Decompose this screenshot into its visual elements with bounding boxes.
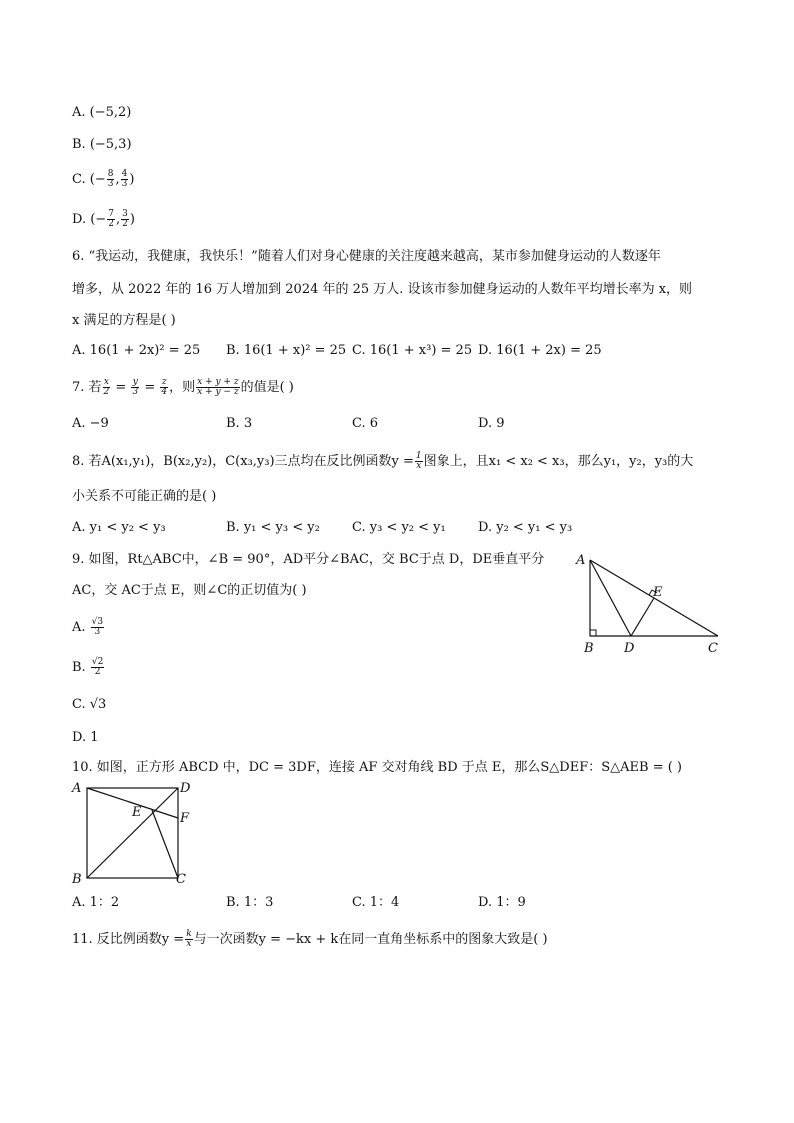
q8-option-a: A. y₁ < y₂ < y₃ (72, 520, 166, 535)
q5-option-b: B. (−5,3) (72, 137, 132, 152)
q6-line-1: 6. “我运动，我健康，我快乐！”随着人们对身心健康的关注度越来越高，某市参加健身运动的人数逐年 (72, 249, 661, 264)
q5-option-c: C. (− $\frac{8}{3}$ , $\frac{4}{3}$ ) (72, 169, 135, 189)
q7-frac-z: $\frac{z}{4}$ (161, 377, 168, 397)
q10-segment-ec (152, 810, 178, 878)
q10-label-e: E (132, 805, 142, 820)
q6-option-a: A. 16(1 + 2x)² = 25 (72, 343, 201, 358)
q7-option-a: A. −9 (72, 416, 109, 431)
q10-option-d: D. 1：9 (478, 895, 526, 910)
q7-frac-x: $\frac{x}{2}$ (103, 377, 110, 397)
q9-label-b: B (584, 641, 594, 656)
q5-d-frac2: $\frac{3}{2}$ (122, 209, 128, 229)
q9-segment-de (631, 598, 654, 636)
q7-option-b: B. 3 (226, 416, 253, 431)
q6-option-b: B. 16(1 + x)² = 25 (226, 343, 347, 358)
q5-option-c-lparen: (− (89, 172, 106, 187)
q8-option-d: D. y₂ < y₁ < y₃ (478, 520, 573, 535)
q7-option-c: C. 6 (352, 416, 379, 431)
q10-diagonal-bd (87, 788, 178, 878)
q5-d-frac1: $\frac{7}{2}$ (108, 209, 114, 229)
q9-option-a: A. $\frac{√3}{3}$ (72, 617, 104, 637)
q9-option-c: C. √3 (72, 697, 107, 712)
q5-c-frac2: $\frac{4}{3}$ (121, 169, 128, 189)
q10-label-d: D (180, 781, 191, 796)
q9-triangle-figure (570, 550, 730, 660)
q6-line-3: x 满足的方程是( ) (72, 313, 176, 328)
q10-label-c: C (176, 872, 186, 887)
q8-line-2: 小关系不可能正确的是( ) (72, 489, 217, 504)
q10-square-figure (66, 778, 206, 888)
q8-option-b: B. y₁ < y₃ < y₂ (226, 520, 320, 535)
q7-frac-big: $\frac{x + y + z}{x + y - z}$ (197, 377, 239, 397)
q10-option-c: C. 1：4 (352, 895, 400, 910)
q5-c-frac1: $\frac{8}{3}$ (107, 169, 114, 189)
q10-label-b: B (72, 872, 82, 887)
q9-b-frac: $\frac{√2}{2}$ (91, 657, 104, 677)
q5-option-d: D. (− $\frac{7}{2}$ , $\frac{3}{2}$ ) (72, 209, 135, 229)
q10-stem: 10. 如图，正方形 ABCD 中，DC = 3DF，连接 AF 交对角线 BD 于点 E，那么S△DEF：S△AEB = ( ) (72, 760, 683, 775)
q6-option-c: C. 16(1 + x³) = 25 (352, 343, 473, 358)
q7-option-d: D. 9 (478, 416, 505, 431)
q9-label-d: D (624, 641, 635, 656)
q9-option-d: D. 1 (72, 730, 99, 745)
q6-line-2: 增多，从 2022 年的 16 万人增加到 2024 年的 25 万人. 设该市参加健身运动的人数年平均增长率为 x，则 (72, 282, 693, 297)
q6-option-d: D. 16(1 + 2x) = 25 (478, 343, 602, 358)
q10-label-f: F (180, 811, 190, 826)
q8-option-c: C. y₃ < y₂ < y₁ (352, 520, 446, 535)
q5-option-d-label: D. (72, 212, 87, 227)
q5-option-c-label: C. (72, 172, 86, 187)
q9-label-c: C (708, 641, 718, 656)
q9-label-e: E (653, 585, 663, 600)
q9-line-1: 9. 如图，Rt△ABC中，∠B = 90°，AD平分∠BAC，交 BC于点 D，DE垂直平分 (72, 552, 545, 567)
q8-line-1: 8. 若A(x₁,y₁)，B(x₂,y₂)，C(x₃,y₃)三点均在反比例函数y = $\frac{1}{x}$ 图象上，且x₁ < x₂ < x₃，那么y₁，y₂，y₃的大 (72, 451, 694, 471)
q5-option-a: A. (−5,2) (72, 105, 132, 120)
q10-label-a: A (72, 781, 82, 796)
q9-a-frac: $\frac{√3}{3}$ (91, 617, 104, 637)
q9-option-b: B. $\frac{√2}{2}$ (72, 657, 104, 677)
q9-line-2: AC，交 AC于点 E，则∠C的正切值为( ) (72, 583, 307, 598)
q10-option-b: B. 1：3 (226, 895, 274, 910)
q11-stem: 11. 反比例函数y = $\frac{k}{x}$ 与一次函数y = −kx + k在同一直角坐标系中的图象大致是( ) (72, 929, 548, 949)
q9-segment-ad (590, 560, 631, 636)
q9-label-a: A (576, 553, 586, 568)
q9-right-angle-b (590, 630, 596, 636)
q8-frac: $\frac{1}{x}$ (415, 451, 422, 471)
q7-frac-y: $\frac{y}{3}$ (132, 377, 139, 397)
q7-stem: 7. 若 $\frac{x}{2}$ = $\frac{y}{3}$ = $\frac{z}{4}$ ，则 $\frac{x + y + z}{x + y - z}$ 的值是( ) (72, 377, 294, 397)
q10-option-a: A. 1：2 (72, 895, 120, 910)
q11-frac: $\frac{k}{x}$ (186, 929, 192, 949)
